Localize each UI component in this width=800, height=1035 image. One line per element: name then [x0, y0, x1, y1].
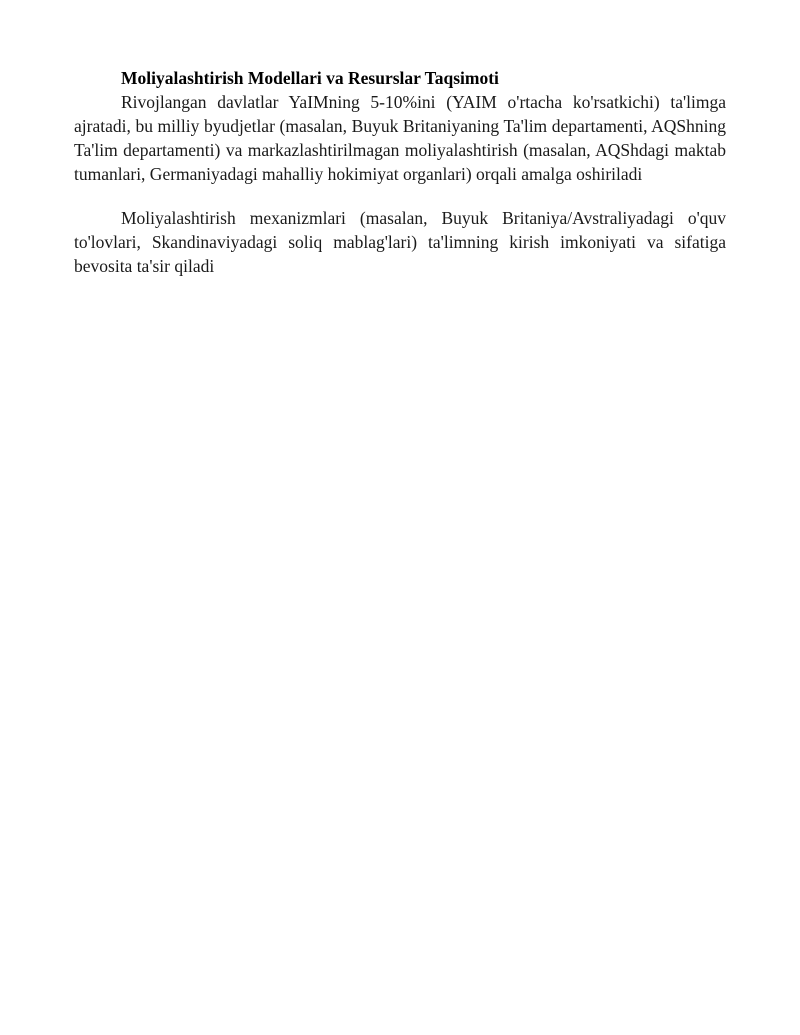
document-body	[74, 66, 726, 278]
paragraph-funding-share: Rivojlangan davlatlar YaIMning 5-10%ini (YAIM o'rtacha ko'rsatkichi) ta'limga ajratadi, bu milliy byudjetlar (masalan, Buyuk Britaniyaning Ta'lim departamenti, AQShning Ta'lim departamenti) va markazlashtirilmagan moliyalashtirish (masalan, AQShdagi maktab tumanlari, Germaniyadagi mahalliy hokimiyat organlari) orqali amalga oshiriladi	[74, 92, 726, 184]
paragraph-funding-mechanisms: Moliyalashtirish mexanizmlari (masalan, Buyuk Britaniya/Avstraliyadagi o'quv to'lovlari, Skandinaviyadagi soliq mablag'lari) ta'limning kirish imkoniyati va sifatiga bevosita ta'sir qiladi	[74, 208, 726, 276]
section-heading: Moliyalashtirish Modellari va Resurslar Taqsimoti	[121, 68, 499, 88]
